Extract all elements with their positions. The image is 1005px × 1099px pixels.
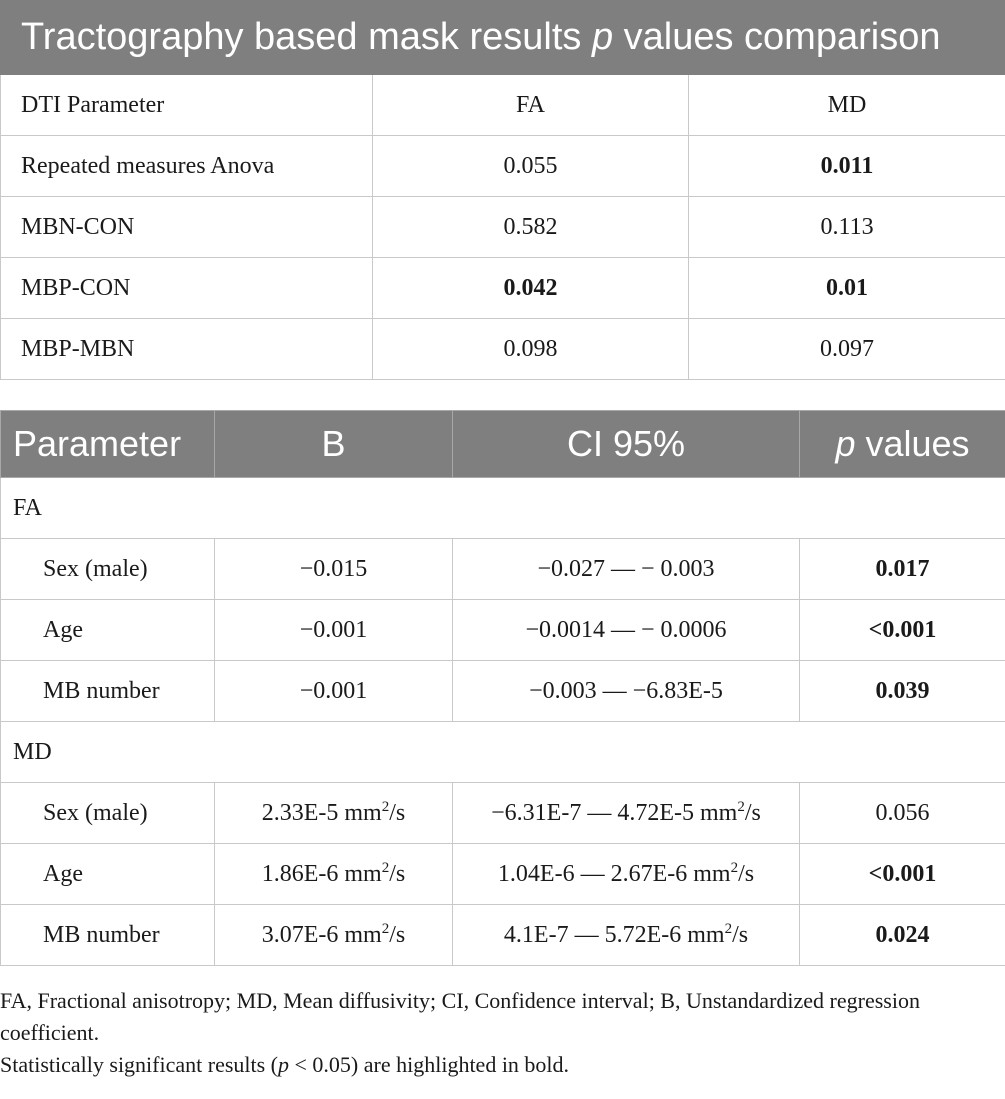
b-superscript: 2 <box>381 859 390 876</box>
ci-superscript: 2 <box>730 859 739 876</box>
b-value <box>215 539 453 600</box>
b-number: −0.001 <box>299 616 368 643</box>
table-row <box>1 783 1005 844</box>
b-value <box>215 905 453 966</box>
header-p-values <box>800 411 1005 478</box>
table-row <box>1 905 1005 966</box>
header-ci: CI 95% <box>453 411 800 478</box>
parameter-label: Sex (male) <box>1 783 215 844</box>
parameter-label: Age <box>1 600 215 661</box>
p-value: 0.024 <box>800 905 1005 966</box>
ci-range: −0.0014 — − 0.0006 <box>525 616 727 643</box>
fa-value: 0.055 <box>373 136 689 197</box>
b-number: 3.07E-6 mm <box>261 921 382 948</box>
fa-value: 0.582 <box>373 197 689 258</box>
ci-value <box>453 600 800 661</box>
ci-range: −6.31E-7 — 4.72E-5 mm <box>491 799 738 826</box>
row-label: DTI Parameter <box>1 75 373 136</box>
ci-range: −0.027 — − 0.003 <box>537 555 715 582</box>
regression-table <box>0 410 1005 966</box>
ci-value <box>453 783 800 844</box>
row-label: MBP-CON <box>1 258 373 319</box>
ci-value <box>453 844 800 905</box>
header-b: B <box>215 411 453 478</box>
parameter-label: Age <box>1 844 215 905</box>
table2-header-row <box>1 411 1005 478</box>
table-row <box>1 600 1005 661</box>
ci-unit: /s <box>744 799 761 826</box>
ci-range: 1.04E-6 — 2.67E-6 mm <box>497 860 731 887</box>
md-value: 0.011 <box>689 136 1005 197</box>
ci-value <box>453 905 800 966</box>
b-value <box>215 783 453 844</box>
ci-range: 4.1E-7 — 5.72E-6 mm <box>503 921 725 948</box>
b-superscript: 2 <box>381 798 390 815</box>
ci-unit: /s <box>738 860 755 887</box>
table-row <box>1 844 1005 905</box>
p-value: 0.056 <box>800 783 1005 844</box>
md-value: MD <box>689 75 1005 136</box>
table1-row <box>1 258 1005 319</box>
row-label: Repeated measures Anova <box>1 136 373 197</box>
abbreviations-note: FA, Fractional anisotropy; MD, Mean diffusivity; CI, Confidence interval; B, Unstandardized regression coefficient. <box>0 988 920 1045</box>
table-row <box>1 661 1005 722</box>
table1-title-row <box>1 1 1005 75</box>
md-value: 0.113 <box>689 197 1005 258</box>
b-unit: /s <box>389 860 406 887</box>
b-value <box>215 844 453 905</box>
b-value <box>215 661 453 722</box>
table-footnotes <box>0 985 1000 1081</box>
tractography-pvalues-table <box>0 0 1005 380</box>
significance-note-p: p <box>278 1052 290 1077</box>
significance-note <box>0 1049 1000 1081</box>
fa-value: FA <box>373 75 689 136</box>
table1-title-pre: Tractography based mask results <box>21 16 592 58</box>
header-p: p <box>835 423 856 464</box>
table1-row <box>1 197 1005 258</box>
b-unit: /s <box>389 799 406 826</box>
header-parameter: Parameter <box>1 411 215 478</box>
ci-value <box>453 539 800 600</box>
table1-row <box>1 136 1005 197</box>
ci-range: −0.003 — −6.83E-5 <box>529 677 723 704</box>
ci-superscript: 2 <box>737 798 745 815</box>
group-label: FA <box>1 478 1005 539</box>
b-value <box>215 600 453 661</box>
group-row-md <box>1 722 1005 783</box>
table1-column-header-row <box>1 75 1005 136</box>
group-label: MD <box>1 722 1005 783</box>
ci-unit: /s <box>732 921 749 948</box>
b-number: 2.33E-5 mm <box>261 799 382 826</box>
p-value: 0.017 <box>800 539 1005 600</box>
significance-note-pre: Statistically significant results ( <box>0 1052 279 1077</box>
p-value: <0.001 <box>800 844 1005 905</box>
table-row <box>1 539 1005 600</box>
parameter-label: MB number <box>1 905 215 966</box>
b-unit: /s <box>389 921 406 948</box>
md-value: 0.01 <box>689 258 1005 319</box>
table1-title <box>1 1 1005 75</box>
p-value: 0.039 <box>800 661 1005 722</box>
row-label: MBP-MBN <box>1 319 373 380</box>
parameter-label: Sex (male) <box>1 539 215 600</box>
b-number: 1.86E-6 mm <box>261 860 382 887</box>
b-number: −0.001 <box>299 677 368 704</box>
ci-superscript: 2 <box>724 920 733 937</box>
header-p-suffix: values <box>855 423 970 464</box>
significance-note-post: < 0.05) are highlighted in bold. <box>289 1052 570 1077</box>
md-value: 0.097 <box>689 319 1005 380</box>
table1-title-post: values comparison <box>613 16 941 58</box>
p-value: <0.001 <box>800 600 1005 661</box>
group-row-fa <box>1 478 1005 539</box>
b-superscript: 2 <box>381 920 390 937</box>
ci-value <box>453 661 800 722</box>
fa-value: 0.042 <box>373 258 689 319</box>
b-number: −0.015 <box>299 555 368 582</box>
table1-row <box>1 319 1005 380</box>
table1-title-p: p <box>591 16 614 58</box>
row-label: MBN-CON <box>1 197 373 258</box>
fa-value: 0.098 <box>373 319 689 380</box>
parameter-label: MB number <box>1 661 215 722</box>
